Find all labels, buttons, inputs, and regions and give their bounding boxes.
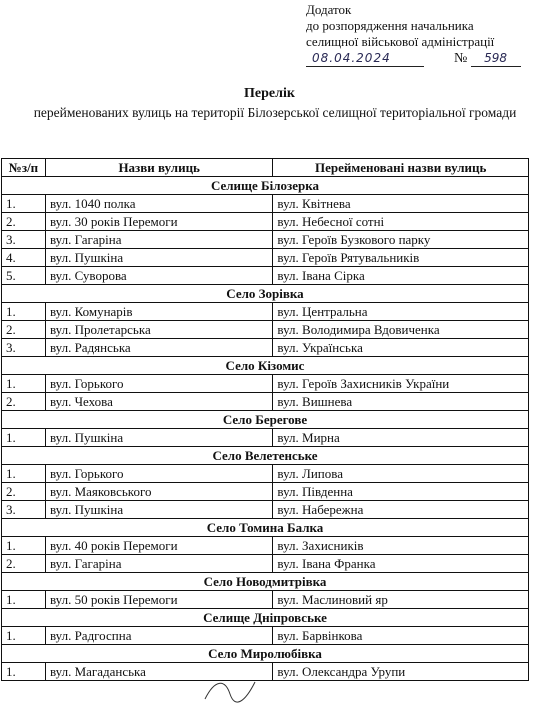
header-new-name: Перейменовані назви вулиць — [273, 159, 529, 177]
new-street-name: вул. Мирна — [273, 429, 529, 447]
table-row — [2, 483, 529, 501]
table-row — [2, 267, 529, 285]
new-street-name: вул. Захисників — [273, 537, 529, 555]
old-street-name: вул. Чехова — [45, 393, 272, 411]
section-name: Село Кізомис — [2, 357, 529, 375]
new-street-name: вул. Українська — [273, 339, 529, 357]
section-row — [2, 645, 529, 663]
section-row — [2, 447, 529, 465]
annex-title: Додаток — [306, 2, 352, 17]
document-title: Перелік — [244, 86, 295, 101]
annex-line-administration: селищної військової адміністрації — [306, 34, 495, 49]
table-row — [2, 303, 529, 321]
new-street-name: вул. Липова — [273, 465, 529, 483]
new-street-name: вул. Івана Сірка — [273, 267, 529, 285]
old-street-name: вул. Горького — [45, 375, 272, 393]
row-number: 1. — [2, 591, 46, 609]
table-row — [2, 627, 529, 645]
row-number: 1. — [2, 627, 46, 645]
row-number: 2. — [2, 555, 46, 573]
section-name: Село Зорівка — [2, 285, 529, 303]
table-row — [2, 591, 529, 609]
section-name: Село Новодмитрівка — [2, 573, 529, 591]
header-old-name: Назви вулиць — [45, 159, 272, 177]
annex-line-order: до розпорядження начальника — [306, 18, 474, 33]
row-number: 1. — [2, 195, 46, 213]
new-street-name: вул. Квітнева — [273, 195, 529, 213]
old-street-name: вул. Магаданська — [45, 663, 272, 681]
row-number: 1. — [2, 465, 46, 483]
table-header-row — [2, 159, 529, 177]
table-row — [2, 393, 529, 411]
new-street-name: вул. Олександра Урупи — [273, 663, 529, 681]
table-body — [2, 177, 529, 681]
old-street-name: вул. 1040 полка — [45, 195, 272, 213]
table-row — [2, 375, 529, 393]
table-row — [2, 195, 529, 213]
section-row — [2, 573, 529, 591]
section-name: Село Томина Балка — [2, 519, 529, 537]
table-row — [2, 555, 529, 573]
row-number: 1. — [2, 429, 46, 447]
section-row — [2, 285, 529, 303]
section-row — [2, 519, 529, 537]
table-row — [2, 213, 529, 231]
table-row — [2, 663, 529, 681]
old-street-name: вул. Гагаріна — [45, 555, 272, 573]
table-row — [2, 321, 529, 339]
old-street-name: вул. Маяковського — [45, 483, 272, 501]
section-name: Село Велетенське — [2, 447, 529, 465]
old-street-name: вул. Радянська — [45, 339, 272, 357]
document-subtitle: перейменованих вулиць на території Білозерської селищної територіальної громади — [33, 105, 517, 120]
table-row — [2, 465, 529, 483]
annex-number: 598 — [471, 50, 521, 67]
annex-block — [306, 2, 521, 68]
row-number: 1. — [2, 375, 46, 393]
new-street-name: вул. Вишнева — [273, 393, 529, 411]
section-row — [2, 411, 529, 429]
row-number: 3. — [2, 501, 46, 519]
old-street-name: вул. Радгоспна — [45, 627, 272, 645]
streets-table — [1, 158, 529, 681]
signature-mark — [200, 674, 260, 704]
section-name: Село Миролюбівка — [2, 645, 529, 663]
new-street-name: вул. Героїв Захисників України — [273, 375, 529, 393]
row-number: 1. — [2, 537, 46, 555]
row-number: 1. — [2, 303, 46, 321]
table-row — [2, 429, 529, 447]
row-number: 2. — [2, 483, 46, 501]
row-number: 3. — [2, 339, 46, 357]
new-street-name: вул. Небесної сотні — [273, 213, 529, 231]
section-name: Селище Дніпровське — [2, 609, 529, 627]
section-name: Селище Білозерка — [2, 177, 529, 195]
new-street-name: вул. Центральна — [273, 303, 529, 321]
row-number: 2. — [2, 213, 46, 231]
row-number: 4. — [2, 249, 46, 267]
section-name: Село Берегове — [2, 411, 529, 429]
old-street-name: вул. Пушкіна — [45, 429, 272, 447]
annex-date: 08.04.2024 — [306, 50, 424, 67]
row-number: 3. — [2, 231, 46, 249]
old-street-name: вул. Суворова — [45, 267, 272, 285]
old-street-name: вул. Гагаріна — [45, 231, 272, 249]
old-street-name: вул. Комунарів — [45, 303, 272, 321]
new-street-name: вул. Набережна — [273, 501, 529, 519]
old-street-name: вул. Пушкіна — [45, 249, 272, 267]
new-street-name: вул. Івана Франка — [273, 555, 529, 573]
old-street-name: вул. 50 років Перемоги — [45, 591, 272, 609]
new-street-name: вул. Героїв Рятувальників — [273, 249, 529, 267]
new-street-name: вул. Маслиновий яр — [273, 591, 529, 609]
new-street-name: вул. Південна — [273, 483, 529, 501]
old-street-name: вул. 30 років Перемоги — [45, 213, 272, 231]
table-row — [2, 231, 529, 249]
number-sign: № — [454, 51, 468, 66]
section-row — [2, 357, 529, 375]
new-street-name: вул. Героїв Бузкового парку — [273, 231, 529, 249]
new-street-name: вул. Володимира Вдовиченка — [273, 321, 529, 339]
old-street-name: вул. Горького — [45, 465, 272, 483]
row-number: 1. — [2, 663, 46, 681]
section-row — [2, 177, 529, 195]
annex-date-number — [306, 50, 521, 68]
table-row — [2, 339, 529, 357]
row-number: 5. — [2, 267, 46, 285]
table-row — [2, 501, 529, 519]
old-street-name: вул. 40 років Перемоги — [45, 537, 272, 555]
row-number: 2. — [2, 393, 46, 411]
table-row — [2, 537, 529, 555]
row-number: 2. — [2, 321, 46, 339]
section-row — [2, 609, 529, 627]
new-street-name: вул. Барвінкова — [273, 627, 529, 645]
header-number: №з/п — [2, 159, 46, 177]
table-row — [2, 249, 529, 267]
old-street-name: вул. Пушкіна — [45, 501, 272, 519]
old-street-name: вул. Пролетарська — [45, 321, 272, 339]
